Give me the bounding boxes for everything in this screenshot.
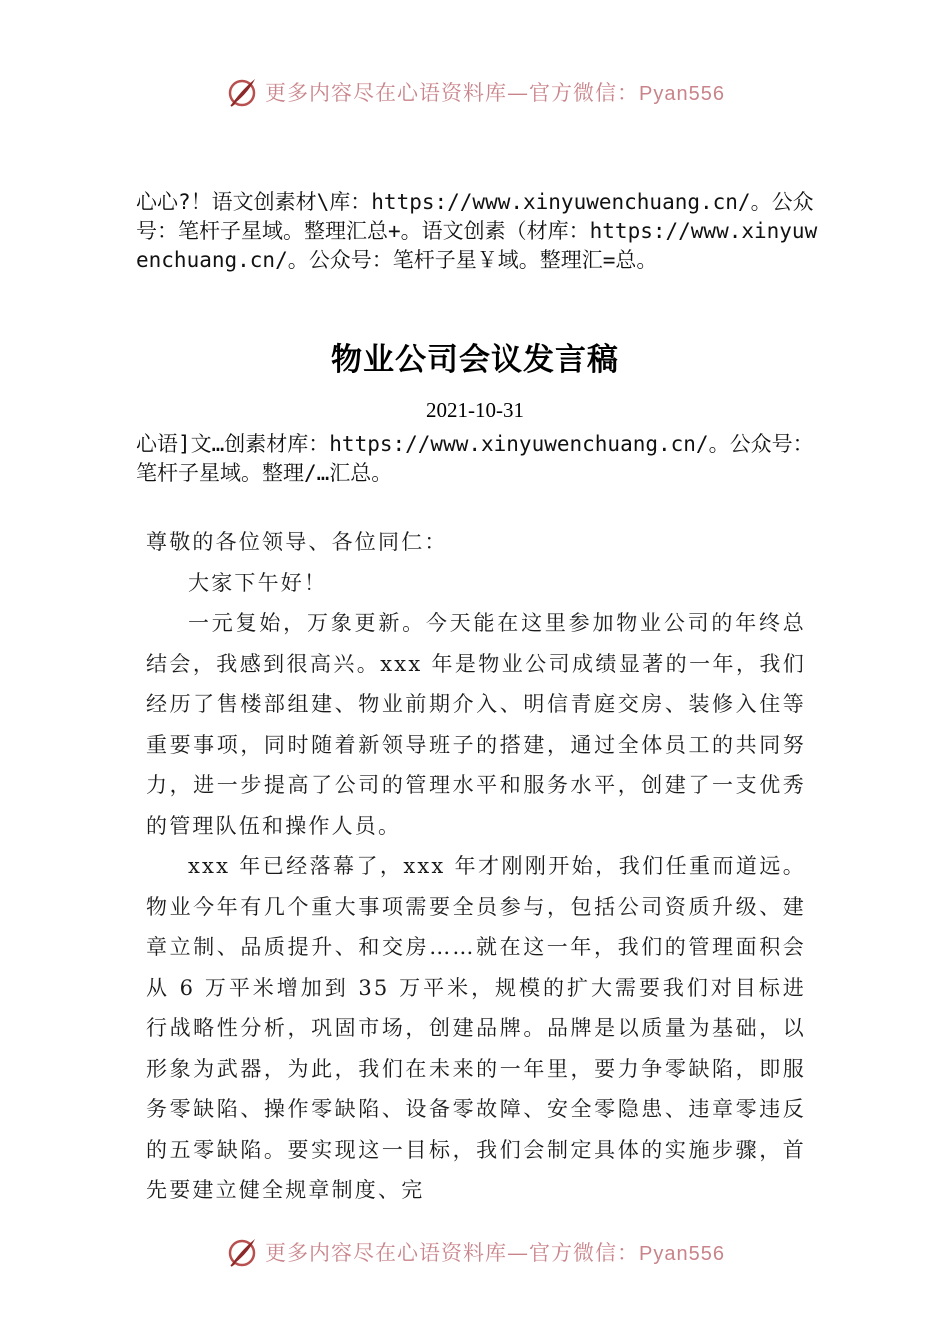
banner-text: 更多内容尽在心语资料库—官方微信：Pyan556 (265, 1241, 725, 1265)
paragraph: 一元复始，万象更新。今天能在这里参加物业公司的年终总结会，我感到很高兴。xxx 年是物业公司成绩显著的一年，我们经历了售楼部组建、物业前期介入、明信青庭交房、装修入住等重要事项，同时随着新领导班子的搭建，通过全体员工的共同努力，进一步提高了公司的管理水平和服务水平，创建了一支优秀的管理队伍和操作人员。 (146, 611, 806, 838)
salutation: 尊敬的各位领导、各位同仁： (146, 530, 448, 554)
document-title: 物业公司会议发言稿 (331, 342, 619, 378)
paragraph: xxx 年已经落幕了，xxx 年才刚刚开始，我们任重而道远。物业今年有几个重大事项需要全员参与，包括公司资质升级、建章立制、品质提升、和交房……就在这一年，我们的管理面积会从 6 万平米增加到 35 万平米，规模的扩大需要我们对目标进行战略性分析，巩固市场，创建品牌。品牌是以质量为基础，以形象为武器，为此，我们在未来的一年里，要力争零缺陷，即服务零缺陷、操作零缺陷、设备零故障、安全零隐患、违章零违反的五零缺陷。要实现这一目标，我们会制定具体的实施步骤，首先要建立健全规章制度、完 (146, 854, 806, 1202)
banner-wechat-id: Pyan556 (639, 83, 725, 105)
banner-text: 更多内容尽在心语资料库—官方微信：Pyan556 (265, 81, 725, 105)
speech-body (146, 522, 806, 1211)
quill-logo-icon (225, 1235, 259, 1269)
header-banner (0, 72, 950, 112)
banner-wechat-id: Pyan556 (639, 1243, 725, 1265)
document-date: 2021-10-31 (426, 398, 524, 422)
source-notice-mid: 心语]文…创素材库：https://www.xinyuwenchuang.cn/。公众号：笔杆子星域。整理/…汇总。 (136, 432, 814, 485)
greeting: 大家下午好！ (188, 570, 328, 595)
quill-logo-icon (225, 75, 259, 109)
footer-banner (0, 1232, 950, 1272)
source-notice-top: 心心?！语文创素材\库：https://www.xinyuwenchuang.cn/。公众号：笔杆子星域。整理汇总+。语文创素（材库：https://www.xinyuwenchuang.cn/。公众号：笔杆子星￥域。整理汇=总。 (136, 190, 818, 272)
